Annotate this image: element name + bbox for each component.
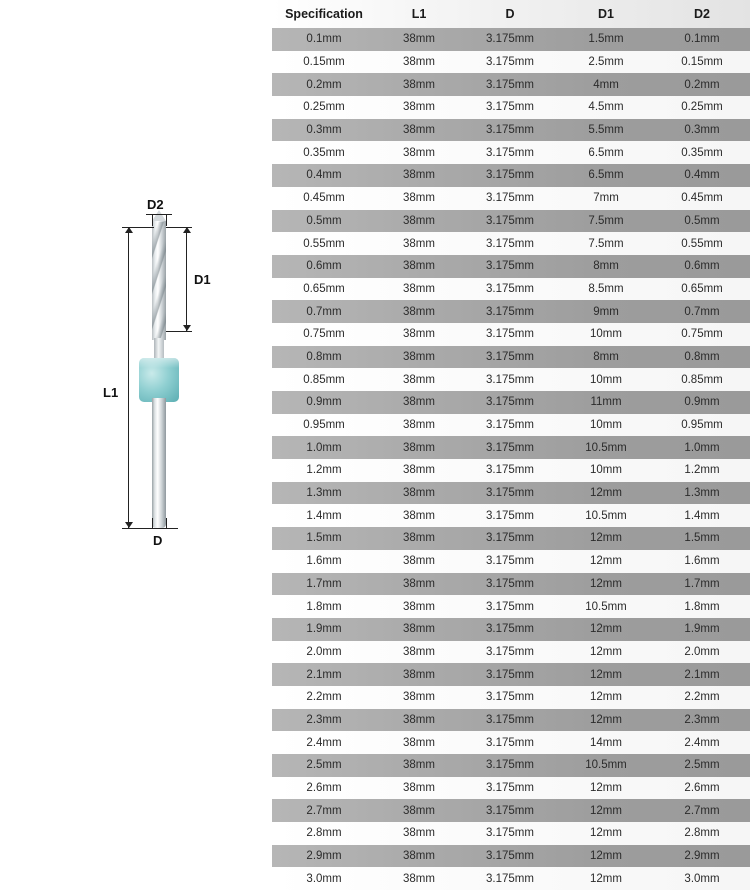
table-row	[272, 527, 750, 550]
table-row	[272, 255, 750, 278]
table-row	[272, 641, 750, 664]
cell-d: 3.175mm	[486, 78, 534, 91]
cell-d: 3.175mm	[486, 804, 534, 817]
table-row	[272, 51, 750, 74]
cell-d: 3.175mm	[486, 282, 534, 295]
cell-l1: 38mm	[403, 691, 435, 704]
cell-d: 3.175mm	[486, 441, 534, 454]
d-label: D	[153, 533, 163, 548]
cell-specification: 0.3mm	[306, 124, 342, 137]
table-row	[272, 300, 750, 323]
cell-l1: 38mm	[403, 804, 435, 817]
cell-d: 3.175mm	[486, 532, 534, 545]
cell-d1: 10.5mm	[585, 441, 627, 454]
table-row	[272, 731, 750, 754]
table-row	[272, 28, 750, 51]
table-row	[272, 187, 750, 210]
cell-specification: 2.0mm	[306, 645, 342, 658]
cell-d2: 3.0mm	[684, 872, 720, 885]
cell-d2: 2.8mm	[684, 827, 720, 840]
cell-l1: 38mm	[403, 214, 435, 227]
cell-l1: 38mm	[403, 396, 435, 409]
cell-d2: 1.8mm	[684, 600, 720, 613]
cell-d: 3.175mm	[486, 645, 534, 658]
table-row	[272, 754, 750, 777]
cell-l1: 38mm	[403, 373, 435, 386]
cell-d2: 0.45mm	[681, 192, 723, 205]
drill-depth-collar	[139, 358, 179, 402]
table-row	[272, 141, 750, 164]
cell-d1: 10mm	[590, 464, 622, 477]
cell-d1: 6.5mm	[588, 169, 624, 182]
cell-specification: 2.3mm	[306, 713, 342, 726]
table-row	[272, 436, 750, 459]
table-row	[272, 232, 750, 255]
cell-d1: 12mm	[590, 577, 622, 590]
cell-l1: 38mm	[403, 33, 435, 46]
cell-specification: 0.75mm	[303, 328, 345, 341]
column-header-d1: D1	[598, 7, 614, 21]
table-row	[272, 799, 750, 822]
cell-d2: 0.2mm	[684, 78, 720, 91]
d1-arrow-top	[183, 227, 191, 233]
cell-d1: 12mm	[590, 827, 622, 840]
cell-specification: 0.1mm	[306, 33, 342, 46]
cell-l1: 38mm	[403, 305, 435, 318]
cell-l1: 38mm	[403, 509, 435, 522]
cell-d1: 12mm	[590, 872, 622, 885]
cell-l1: 38mm	[403, 645, 435, 658]
table-row	[272, 777, 750, 800]
cell-d2: 2.5mm	[684, 759, 720, 772]
cell-d: 3.175mm	[486, 713, 534, 726]
cell-d2: 0.95mm	[681, 419, 723, 432]
drill-shank	[152, 398, 166, 528]
cell-d: 3.175mm	[486, 169, 534, 182]
cell-d1: 10mm	[590, 373, 622, 386]
column-header-l1: L1	[411, 7, 427, 21]
cell-d: 3.175mm	[486, 872, 534, 885]
table-row	[272, 686, 750, 709]
cell-d1: 10.5mm	[585, 509, 627, 522]
cell-d1: 10.5mm	[585, 600, 627, 613]
cell-d: 3.175mm	[486, 101, 534, 114]
cell-d2: 0.1mm	[684, 33, 720, 46]
drill-helix-grooves	[152, 222, 166, 340]
d2-label: D2	[147, 197, 164, 212]
table-row	[272, 391, 750, 414]
cell-l1: 38mm	[403, 169, 435, 182]
cell-d1: 12mm	[590, 691, 622, 704]
cell-l1: 38mm	[403, 759, 435, 772]
cell-specification: 1.2mm	[306, 464, 342, 477]
cell-specification: 2.8mm	[306, 827, 342, 840]
cell-l1: 38mm	[403, 419, 435, 432]
cell-specification: 1.3mm	[306, 487, 342, 500]
table-row	[272, 323, 750, 346]
table-row	[272, 278, 750, 301]
cell-d: 3.175mm	[486, 350, 534, 363]
cell-d2: 1.9mm	[684, 623, 720, 636]
cell-d1: 12mm	[590, 850, 622, 863]
cell-d: 3.175mm	[486, 260, 534, 273]
cell-specification: 0.2mm	[306, 78, 342, 91]
cell-specification: 0.7mm	[306, 305, 342, 318]
cell-d1: 8.5mm	[588, 282, 624, 295]
cell-l1: 38mm	[403, 282, 435, 295]
table-row	[272, 595, 750, 618]
cell-specification: 1.8mm	[306, 600, 342, 613]
cell-l1: 38mm	[403, 260, 435, 273]
table-row	[272, 573, 750, 596]
l1-dimension-line	[128, 227, 129, 528]
cell-d: 3.175mm	[486, 33, 534, 46]
cell-l1: 38mm	[403, 555, 435, 568]
table-row	[272, 550, 750, 573]
cell-d: 3.175mm	[486, 56, 534, 69]
specification-table-wrap	[272, 0, 750, 885]
cell-d: 3.175mm	[486, 396, 534, 409]
cell-d: 3.175mm	[486, 759, 534, 772]
cell-l1: 38mm	[403, 78, 435, 91]
table-row	[272, 119, 750, 142]
cell-specification: 1.0mm	[306, 441, 342, 454]
cell-specification: 2.7mm	[306, 804, 342, 817]
cell-d: 3.175mm	[486, 850, 534, 863]
d1-dimension-line	[186, 227, 187, 331]
cell-l1: 38mm	[403, 146, 435, 159]
cell-l1: 38mm	[403, 101, 435, 114]
cell-d2: 0.15mm	[681, 56, 723, 69]
table-row	[272, 210, 750, 233]
cell-l1: 38mm	[403, 124, 435, 137]
cell-specification: 2.1mm	[306, 668, 342, 681]
cell-d: 3.175mm	[486, 328, 534, 341]
cell-d: 3.175mm	[486, 600, 534, 613]
cell-d1: 12mm	[590, 782, 622, 795]
cell-l1: 38mm	[403, 441, 435, 454]
drill-neck	[154, 338, 164, 360]
cell-specification: 0.5mm	[306, 214, 342, 227]
cell-d2: 1.5mm	[684, 532, 720, 545]
table-header-row	[272, 0, 750, 28]
cell-d2: 1.6mm	[684, 555, 720, 568]
cell-d1: 12mm	[590, 804, 622, 817]
cell-specification: 1.5mm	[306, 532, 342, 545]
cell-specification: 2.5mm	[306, 759, 342, 772]
cell-d: 3.175mm	[486, 146, 534, 159]
cell-d: 3.175mm	[486, 623, 534, 636]
cell-d2: 0.9mm	[684, 396, 720, 409]
cell-d: 3.175mm	[486, 124, 534, 137]
table-row	[272, 73, 750, 96]
cell-l1: 38mm	[403, 464, 435, 477]
cell-d1: 10mm	[590, 419, 622, 432]
cell-d: 3.175mm	[486, 577, 534, 590]
cell-d1: 12mm	[590, 645, 622, 658]
cell-l1: 38mm	[403, 328, 435, 341]
table-row	[272, 822, 750, 845]
l1-label: L1	[103, 385, 119, 400]
cell-specification: 2.6mm	[306, 782, 342, 795]
cell-l1: 38mm	[403, 827, 435, 840]
d1-label: D1	[194, 272, 211, 287]
cell-d2: 1.0mm	[684, 441, 720, 454]
cell-d: 3.175mm	[486, 827, 534, 840]
cell-specification: 0.9mm	[306, 396, 342, 409]
cell-d: 3.175mm	[486, 487, 534, 500]
cell-l1: 38mm	[403, 736, 435, 749]
table-row	[272, 164, 750, 187]
cell-l1: 38mm	[403, 668, 435, 681]
cell-l1: 38mm	[403, 577, 435, 590]
cell-d1: 12mm	[590, 713, 622, 726]
cell-d2: 0.4mm	[684, 169, 720, 182]
cell-specification: 0.95mm	[303, 419, 345, 432]
cell-d2: 2.1mm	[684, 668, 720, 681]
table-row	[272, 709, 750, 732]
cell-d2: 0.55mm	[681, 237, 723, 250]
cell-l1: 38mm	[403, 850, 435, 863]
cell-d2: 2.2mm	[684, 691, 720, 704]
cell-d1: 12mm	[590, 532, 622, 545]
cell-d1: 4.5mm	[588, 101, 624, 114]
cell-d: 3.175mm	[486, 691, 534, 704]
cell-d1: 9mm	[593, 305, 619, 318]
d2-right-tick	[166, 214, 167, 226]
cell-d: 3.175mm	[486, 555, 534, 568]
table-row	[272, 459, 750, 482]
column-header-d2: D2	[694, 7, 710, 21]
d1-bottom-extension	[166, 331, 192, 332]
cell-d2: 0.65mm	[681, 282, 723, 295]
d-left-tick	[152, 518, 153, 528]
cell-d2: 2.9mm	[684, 850, 720, 863]
cell-specification: 0.65mm	[303, 282, 345, 295]
column-header-specification: Specification	[285, 7, 363, 21]
table-row	[272, 96, 750, 119]
cell-d: 3.175mm	[486, 464, 534, 477]
specification-table	[272, 0, 750, 890]
cell-specification: 1.7mm	[306, 577, 342, 590]
cell-d1: 12mm	[590, 668, 622, 681]
d-right-tick	[166, 518, 167, 528]
cell-d2: 0.25mm	[681, 101, 723, 114]
cell-d: 3.175mm	[486, 782, 534, 795]
table-row	[272, 618, 750, 641]
cell-d1: 10mm	[590, 328, 622, 341]
cell-specification: 1.6mm	[306, 555, 342, 568]
cell-l1: 38mm	[403, 782, 435, 795]
cell-d1: 8mm	[593, 350, 619, 363]
cell-d2: 2.3mm	[684, 713, 720, 726]
table-row	[272, 867, 750, 890]
cell-d2: 0.85mm	[681, 373, 723, 386]
table-row	[272, 414, 750, 437]
cell-d: 3.175mm	[486, 214, 534, 227]
l1-arrow-top	[125, 227, 133, 233]
cell-l1: 38mm	[403, 192, 435, 205]
cell-l1: 38mm	[403, 623, 435, 636]
cell-specification: 3.0mm	[306, 872, 342, 885]
cell-l1: 38mm	[403, 237, 435, 250]
cell-d1: 8mm	[593, 260, 619, 273]
drill-bit-illustration	[148, 220, 170, 535]
cell-d1: 7mm	[593, 192, 619, 205]
cell-specification: 2.9mm	[306, 850, 342, 863]
cell-d1: 7.5mm	[588, 214, 624, 227]
cell-l1: 38mm	[403, 56, 435, 69]
cell-d2: 0.8mm	[684, 350, 720, 363]
cell-d2: 0.6mm	[684, 260, 720, 273]
cell-d2: 0.75mm	[681, 328, 723, 341]
cell-specification: 1.9mm	[306, 623, 342, 636]
table-row	[272, 482, 750, 505]
cell-d: 3.175mm	[486, 305, 534, 318]
cell-d1: 4mm	[593, 78, 619, 91]
cell-d1: 7.5mm	[588, 237, 624, 250]
table-row	[272, 346, 750, 369]
cell-l1: 38mm	[403, 487, 435, 500]
cell-d1: 11mm	[590, 396, 622, 409]
cell-d2: 0.35mm	[681, 146, 723, 159]
cell-d2: 0.3mm	[684, 124, 720, 137]
cell-d1: 10.5mm	[585, 759, 627, 772]
cell-d: 3.175mm	[486, 237, 534, 250]
cell-d1: 1.5mm	[588, 33, 624, 46]
cell-d1: 12mm	[590, 555, 622, 568]
cell-specification: 0.55mm	[303, 237, 345, 250]
cell-specification: 1.4mm	[306, 509, 342, 522]
cell-d1: 12mm	[590, 487, 622, 500]
table-row	[272, 845, 750, 868]
d2-extension-line	[146, 214, 172, 215]
cell-l1: 38mm	[403, 872, 435, 885]
cell-d2: 2.4mm	[684, 736, 720, 749]
cell-d1: 2.5mm	[588, 56, 624, 69]
column-header-d: D	[505, 7, 515, 21]
cell-d2: 2.0mm	[684, 645, 720, 658]
cell-d1: 5.5mm	[588, 124, 624, 137]
cell-d: 3.175mm	[486, 668, 534, 681]
cell-d: 3.175mm	[486, 373, 534, 386]
cell-d1: 6.5mm	[588, 146, 624, 159]
cell-specification: 0.4mm	[306, 169, 342, 182]
cell-d2: 2.6mm	[684, 782, 720, 795]
cell-l1: 38mm	[403, 350, 435, 363]
table-row	[272, 663, 750, 686]
cell-d2: 1.4mm	[684, 509, 720, 522]
cell-d: 3.175mm	[486, 419, 534, 432]
d1-arrow-bottom	[183, 325, 191, 331]
cell-d: 3.175mm	[486, 192, 534, 205]
cell-l1: 38mm	[403, 713, 435, 726]
cell-specification: 2.2mm	[306, 691, 342, 704]
cell-d2: 2.7mm	[684, 804, 720, 817]
d-extension-line	[146, 528, 178, 529]
cell-d: 3.175mm	[486, 736, 534, 749]
cell-specification: 0.85mm	[303, 373, 345, 386]
cell-d2: 0.5mm	[684, 214, 720, 227]
cell-l1: 38mm	[403, 600, 435, 613]
table-row	[272, 504, 750, 527]
cell-specification: 0.8mm	[306, 350, 342, 363]
cell-d2: 1.7mm	[684, 577, 720, 590]
cell-l1: 38mm	[403, 532, 435, 545]
table-row	[272, 368, 750, 391]
drill-bit-diagram	[0, 0, 272, 750]
l1-arrow-bottom	[125, 522, 133, 528]
cell-d2: 0.7mm	[684, 305, 720, 318]
cell-specification: 0.45mm	[303, 192, 345, 205]
cell-d2: 1.2mm	[684, 464, 720, 477]
cell-d1: 14mm	[590, 736, 622, 749]
cell-specification: 0.15mm	[303, 56, 345, 69]
cell-d2: 1.3mm	[684, 487, 720, 500]
cell-specification: 0.25mm	[303, 101, 345, 114]
cell-specification: 2.4mm	[306, 736, 342, 749]
cell-specification: 0.35mm	[303, 146, 345, 159]
table-header	[272, 0, 750, 28]
d2-left-tick	[152, 214, 153, 226]
cell-d: 3.175mm	[486, 509, 534, 522]
cell-d1: 12mm	[590, 623, 622, 636]
cell-specification: 0.6mm	[306, 260, 342, 273]
table-body	[272, 28, 750, 890]
